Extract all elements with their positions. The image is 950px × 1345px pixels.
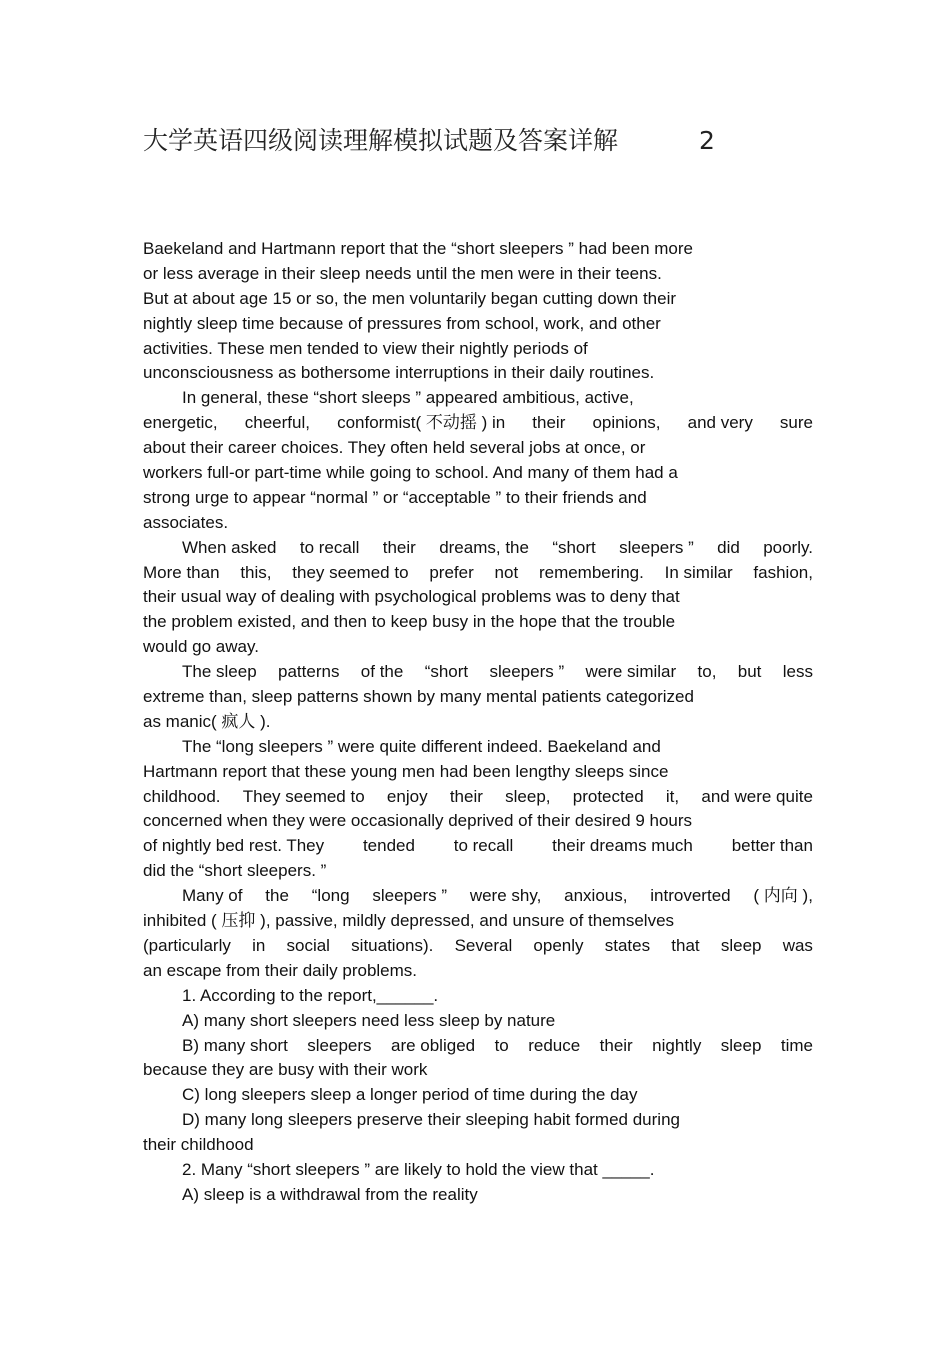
- text-word: less: [782, 662, 813, 682]
- text-word: time: [780, 1035, 813, 1055]
- text-line: But at about age 15 or so, the men voluntarily began cutting down their: [143, 288, 677, 308]
- text-word: “short: [552, 537, 596, 557]
- text-line: [143, 411, 813, 436]
- text-word: sleepers: [307, 1035, 372, 1055]
- text-word: sleep,: [505, 786, 551, 806]
- text-line: 2. Many “short sleepers ” are likely to hold the view that _____.: [182, 1159, 655, 1179]
- title-text: 大学英语四级阅读理解模拟试题及答案详解: [143, 126, 619, 155]
- text-line: [143, 934, 813, 959]
- text-line: [143, 561, 813, 586]
- text-line: the problem existed, and then to keep busy in the hope that the trouble: [143, 612, 676, 632]
- text-word: tended: [362, 836, 415, 856]
- text-word: Several: [454, 935, 513, 955]
- text-line: Baekeland and Hartmann report that the “short sleepers ” had been more: [143, 239, 693, 258]
- text-word: remembering.: [538, 562, 644, 582]
- text-line: concerned when they were occasionally deprived of their desired 9 hours: [143, 811, 693, 831]
- text-word: their: [449, 786, 483, 806]
- text-word: their: [382, 537, 416, 557]
- passage-body: [143, 237, 813, 1208]
- text-word: patterns: [278, 662, 340, 682]
- text-line: activities. These men tended to view their nightly periods of: [143, 338, 588, 358]
- text-line: nightly sleep time because of pressures from school, work, and other: [143, 313, 661, 333]
- text-word: Many of: [182, 886, 243, 906]
- text-line: [143, 785, 813, 810]
- text-line: D) many long sleepers preserve their sleeping habit formed during: [182, 1110, 680, 1130]
- text-word: B) many short: [182, 1035, 288, 1055]
- text-word: in: [252, 935, 266, 955]
- text-word: sleep: [720, 935, 762, 955]
- text-word: They seemed to: [242, 786, 365, 806]
- text-word: situations).: [351, 935, 434, 955]
- text-word: childhood.: [143, 786, 221, 806]
- text-line: [143, 884, 813, 909]
- text-word: social: [286, 935, 330, 955]
- text-word: to,: [697, 662, 717, 682]
- text-word: their: [599, 1035, 633, 1055]
- text-word: sleep: [720, 1035, 762, 1055]
- text-line: strong urge to appear “normal ” or “acceptable ” to their friends and: [143, 487, 647, 507]
- text-word: In similar: [664, 562, 733, 582]
- title-number: 2: [699, 126, 715, 155]
- text-word: (particularly: [143, 935, 231, 955]
- text-word: their dreams much: [552, 836, 693, 856]
- text-word: of the: [360, 662, 404, 682]
- text-line: about their career choices. They often held several jobs at once, or: [143, 438, 646, 458]
- text-word: this,: [240, 562, 272, 582]
- text-line: extreme than, sleep patterns shown by many mental patients categorized: [143, 687, 694, 707]
- text-word: reduce: [528, 1035, 581, 1055]
- text-word: ( 内向 ),: [753, 886, 813, 906]
- text-line: In general, these “short sleeps ” appeared ambitious, active,: [182, 388, 634, 408]
- text-word: their: [532, 413, 566, 433]
- text-word: conformist( 不动摇 ) in: [337, 413, 506, 433]
- text-word: energetic,: [143, 413, 218, 433]
- text-word: did: [717, 537, 740, 557]
- text-word: dreams, the: [439, 537, 529, 557]
- text-word: were similar: [585, 662, 677, 682]
- text-word: protected: [572, 786, 644, 806]
- text-line: their usual way of dealing with psychological problems was to deny that: [143, 587, 680, 607]
- text-word: it,: [665, 786, 680, 806]
- text-word: “long: [311, 886, 350, 906]
- text-line: [143, 660, 813, 685]
- text-word: were shy,: [469, 886, 542, 906]
- text-line: because they are busy with their work: [143, 1060, 428, 1080]
- text-word: poorly.: [763, 537, 813, 557]
- text-line: an escape from their daily problems.: [143, 960, 418, 980]
- text-word: and very: [687, 413, 753, 433]
- text-word: states: [604, 935, 651, 955]
- text-line: [143, 1034, 813, 1059]
- text-word: openly: [533, 935, 584, 955]
- page-title: [143, 124, 783, 158]
- text-word: the: [265, 886, 289, 906]
- text-line: Hartmann report that these young men had been lengthy sleeps since: [143, 761, 669, 781]
- text-word: opinions,: [592, 413, 661, 433]
- text-line: associates.: [143, 512, 229, 532]
- text-line: or less average in their sleep needs until the men were in their teens.: [143, 263, 662, 283]
- text-line: did the “short sleepers. ”: [143, 861, 327, 881]
- text-word: but: [737, 662, 762, 682]
- text-word: was: [782, 935, 813, 955]
- text-word: prefer: [429, 562, 474, 582]
- text-word: to: [494, 1035, 509, 1055]
- text-line: [143, 536, 813, 561]
- text-line: would go away.: [143, 637, 259, 657]
- text-line: inhibited ( 压抑 ), passive, mildly depressed, and unsure of themselves: [143, 911, 675, 931]
- text-word: The sleep: [182, 662, 257, 682]
- text-line: workers full-or part-time while going to school. And many of them had a: [143, 463, 678, 483]
- text-line: C) long sleepers sleep a longer period of time during the day: [182, 1085, 638, 1105]
- text-word: enjoy: [386, 786, 428, 806]
- text-word: to recall: [299, 537, 360, 557]
- text-word: sleepers ”: [489, 662, 565, 682]
- text-word: to recall: [453, 836, 514, 856]
- text-line: The “long sleepers ” were quite different indeed. Baekeland and: [182, 736, 661, 756]
- text-word: cheerful,: [244, 413, 310, 433]
- text-word: sleepers ”: [372, 886, 448, 906]
- text-word: introverted: [650, 886, 731, 906]
- text-word: More than: [143, 562, 220, 582]
- text-word: not: [494, 562, 519, 582]
- text-line: A) many short sleepers need less sleep by nature: [182, 1010, 556, 1030]
- text-word: anxious,: [564, 886, 628, 906]
- text-word: and were quite: [701, 786, 813, 806]
- text-line: A) sleep is a withdrawal from the reality: [182, 1184, 478, 1204]
- text-word: are obliged: [390, 1035, 476, 1055]
- text-line: 1. According to the report,______.: [182, 985, 439, 1005]
- text-word: they seemed to: [292, 562, 409, 582]
- text-line: unconsciousness as bothersome interruptions in their daily routines.: [143, 363, 655, 383]
- text-word: “short: [424, 662, 469, 682]
- text-word: better than: [731, 836, 813, 856]
- text-word: that: [671, 935, 700, 955]
- text-line: their childhood: [143, 1135, 254, 1155]
- text-word: When asked: [182, 537, 277, 557]
- text-line: [143, 834, 813, 859]
- text-word: of nightly bed rest. They: [143, 836, 325, 856]
- text-word: fashion,: [753, 562, 813, 582]
- text-line: as manic( 疯人 ).: [143, 711, 271, 731]
- text-word: nightly: [652, 1035, 702, 1055]
- text-word: sure: [779, 413, 813, 433]
- text-word: sleepers ”: [619, 537, 694, 557]
